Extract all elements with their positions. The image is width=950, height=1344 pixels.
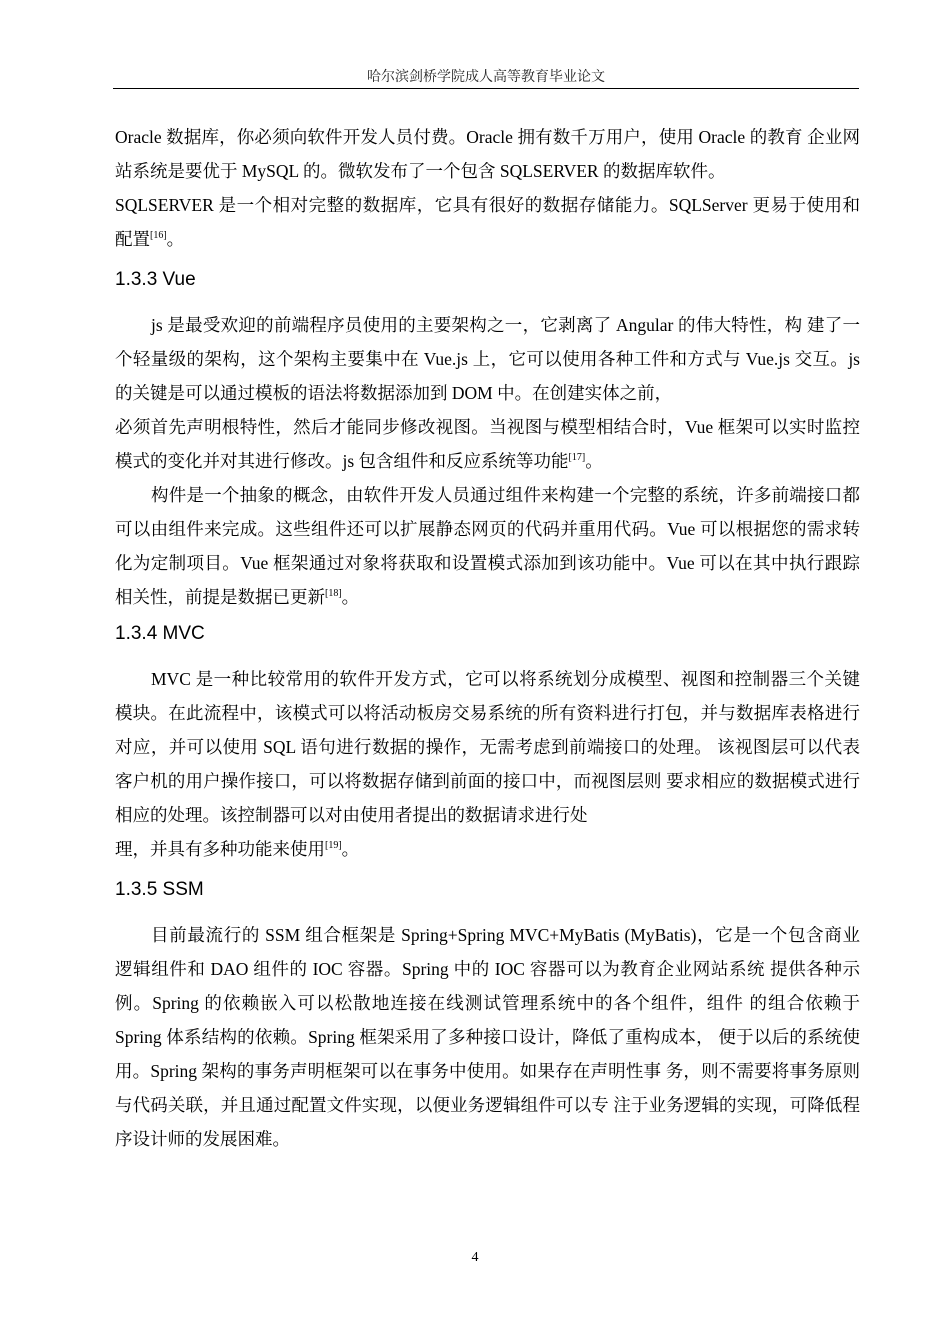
paragraph-end: 。 bbox=[341, 587, 360, 607]
paragraph-text: 必须首先声明根特性，然后才能同步修改视图。当视图与模型相结合时，Vue 框架可以实时监控模式的变化并对其进行修改。js 包含组件和反应系统等功能 bbox=[115, 417, 860, 471]
running-header: 哈尔滨剑桥学院成人高等教育毕业论文 bbox=[367, 70, 605, 85]
page-body bbox=[115, 120, 860, 1156]
citation-18: [18] bbox=[325, 588, 342, 599]
section-heading-ssm: 1.3.5 SSM bbox=[115, 879, 204, 900]
paragraph-vue-root bbox=[115, 410, 860, 478]
section-heading-mvc: 1.3.4 MVC bbox=[115, 623, 205, 644]
section-heading-vue: 1.3.3 Vue bbox=[115, 269, 196, 290]
citation-16: [16] bbox=[150, 230, 167, 241]
paragraph-mvc-end bbox=[115, 832, 860, 866]
paragraph-end: 。 bbox=[341, 839, 360, 859]
paragraph-text: 构件是一个抽象的概念，由软件开发人员通过组件来构建一个完整的系统，许多前端接口都可以由组件来完成。这些组件还可以扩展静态网页的代码并重用代码。Vue 可以根据您的需求转化为定制项目。Vue 框架通过对象将获取和设置模式添加到该功能中。Vue 可以在其中执行跟踪相关性，前提是数据已更新 bbox=[115, 485, 860, 607]
paragraph-end: 。 bbox=[585, 451, 603, 471]
paragraph-ssm: 目前最流行的 SSM 组合框架是 Spring+Spring MVC+MyBatis (MyBatis)，它是一个包含商业逻辑组件和 DAO 组件的 IOC 容器。Spring 中的 IOC 容器可以为教育企业网站系统 提供各种示例。Spring 的依赖嵌入可以松散地连接在线测试管理系统中的各个组件，组件 的组合依赖于 Spring 体系结构的依赖。Spring 框架采用了多种接口设计，降低了重构成本， 便于以后的系统使用。Spring 架构的事务声明框架可以在事务中使用。如果存在声明性事 务，则不需要将事务原则与代码关联，并且通过配置文件实现，以便业务逻辑组件可以专 注于业务逻辑的实现，可降低程序设计师的发展困难。 bbox=[115, 925, 860, 1149]
paragraph-end: 。 bbox=[166, 229, 185, 249]
paragraph-oracle: Oracle 数据库，你必须向软件开发人员付费。Oracle 拥有数千万用户，使用 Oracle 的教育 企业网站系统是要优于 MySQL 的。微软发布了一个包含 SQLSERVER 的数据库软件。 bbox=[115, 127, 860, 181]
header-rule bbox=[113, 88, 859, 89]
citation-19: [19] bbox=[325, 840, 342, 851]
paragraph-sqlserver bbox=[115, 188, 860, 256]
page-number: 4 bbox=[471, 1250, 479, 1265]
paragraph-mvc: MVC 是一种比较常用的软件开发方式，它可以将系统划分成模型、视图和控制器三个关键模块。在此流程中，该模式可以将活动板房交易系统的所有资料进行打包，并与数据库表格进行对应，并可以使用 SQL 语句进行数据的操作，无需考虑到前端接口的处理。 该视图层可以代表客户机的用户操作接口，可以将数据存储到前面的接口中，而视图层则 要求相应的数据模式进行相应的处理。该控制器可以对由使用者提出的数据请求进行处 bbox=[115, 669, 860, 825]
paragraph-vue-components bbox=[115, 478, 860, 614]
paragraph-text: SQLSERVER 是一个相对完整的数据库，它具有很好的数据存储能力。SQLServer 更易于使用和配置 bbox=[115, 195, 860, 249]
citation-17: [17] bbox=[568, 452, 586, 463]
paragraph-vue-intro: js 是最受欢迎的前端程序员使用的主要架构之一，它剥离了 Angular 的伟大特性，构 建了一个轻量级的架构，这个架构主要集中在 Vue.js 上，它可以使用各种工件和方式与 Vue.js 交互。js 的关键是可以通过模板的语法将数据添加到 DOM 中。在创建实体之前， bbox=[115, 315, 860, 403]
paragraph-text: 理，并具有多种功能来使用 bbox=[115, 839, 325, 859]
